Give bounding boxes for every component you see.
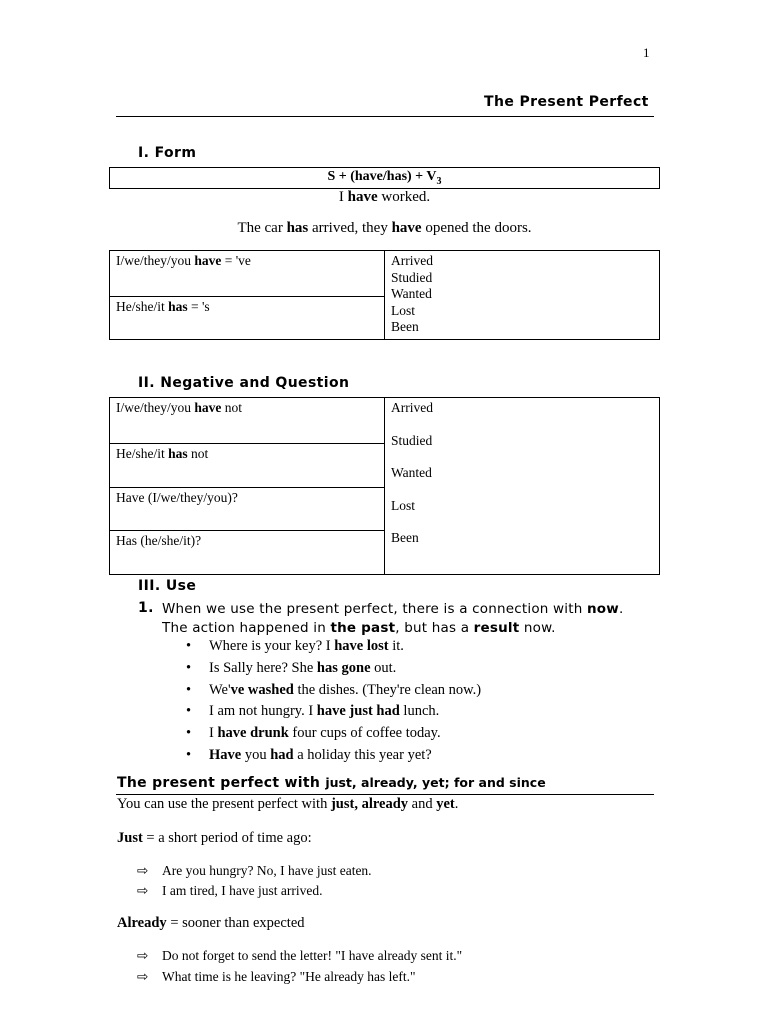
use-line-1: When we use the present perfect, there is a connection with now. (162, 601, 624, 617)
negative-table-cell: Have (I/we/they/you)? (110, 488, 385, 531)
just-definition: Just = a short period of time ago: (117, 830, 312, 846)
verb-item: Been (391, 319, 419, 334)
arrow-icon: ⇨ (137, 883, 149, 898)
use-examples-list (186, 638, 481, 769)
section-rule (116, 794, 654, 795)
document-title: The Present Perfect (484, 94, 649, 110)
verb-item: Arrived (391, 400, 433, 415)
form-table (109, 250, 660, 340)
negative-table (109, 397, 660, 575)
page-number: 1 (643, 45, 650, 60)
section-intro: You can use the present perfect with just, already and yet. (117, 796, 459, 812)
already-example: ⇨ What time is he leaving? "He already has left." (137, 969, 416, 984)
arrow-icon: ⇨ (137, 863, 149, 878)
just-example: ⇨ Are you hungry? No, I have just eaten. (137, 863, 372, 878)
form-example-1: I have worked. (338, 189, 431, 205)
form-verbs-cell (385, 251, 660, 340)
already-definition: Already = sooner than expected (117, 915, 305, 931)
arrow-icon: ⇨ (137, 969, 149, 984)
verb-item: Lost (391, 497, 416, 513)
use-point-number: 1. (138, 600, 154, 616)
negative-table-cell: I/we/they/you have not (110, 398, 385, 444)
formula: S + (have/has) + $V_3$ (327, 169, 442, 187)
just-example: ⇨ I am tired, I have just arrived. (137, 883, 323, 898)
negative-table-cell: Has (he/she/it)? (110, 531, 385, 575)
list-item: • Where is your key? I have lost it. (186, 638, 481, 660)
section-heading: The present perfect with just, already, yet; for and since (117, 775, 546, 791)
verb-item: Arrived (391, 253, 433, 268)
list-item: • Is Sally here? She has gone out. (186, 660, 481, 682)
use-heading: III. Use (138, 578, 197, 594)
arrow-icon: ⇨ (137, 948, 149, 963)
form-table-cell: I/we/they/you have = 've (110, 251, 385, 297)
negative-verbs-cell (385, 398, 660, 575)
title-rule (116, 116, 654, 117)
verb-item: Been (391, 530, 419, 545)
already-example: ⇨ Do not forget to send the letter! "I have already sent it." (137, 948, 463, 963)
use-line-2: The action happened in the past, but has a result now. (162, 620, 556, 636)
verb-item: Wanted (391, 286, 432, 301)
form-heading: I. Form (138, 145, 197, 161)
list-item: • Have you had a holiday this year yet? (186, 747, 481, 769)
list-item: • I have drunk four cups of coffee today. (186, 725, 481, 747)
form-table-cell: He/she/it has = 's (110, 297, 385, 340)
negative-heading: II. Negative and Question (138, 375, 350, 391)
negative-table-cell: He/she/it has not (110, 444, 385, 488)
list-item: • We've washed the dishes. (They're clean now.) (186, 682, 481, 704)
verb-item: Wanted (391, 465, 432, 480)
verb-item: Lost (391, 302, 416, 318)
verb-item: Studied (391, 269, 433, 285)
form-example-2: The car has arrived, they have opened the doors. (237, 220, 532, 236)
list-item: • I am not hungry. I have just had lunch. (186, 703, 481, 725)
verb-item: Studied (391, 432, 433, 448)
